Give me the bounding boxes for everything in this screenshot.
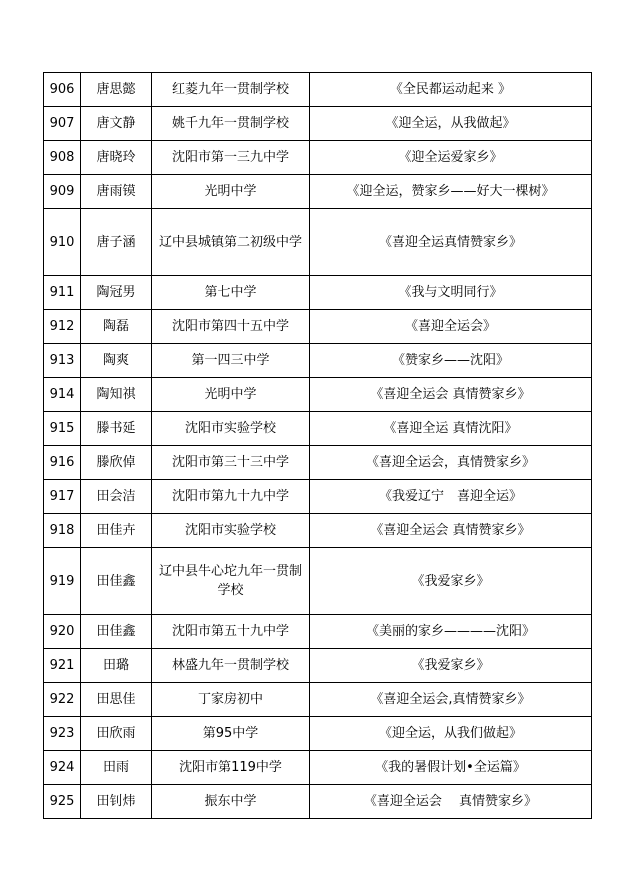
essay-title: 《喜迎全运 真情沈阳》 xyxy=(310,412,592,446)
essay-title: 《我爱家乡》 xyxy=(310,548,592,615)
entry-number: 909 xyxy=(44,175,81,209)
essay-title: 《喜迎全运会 真情赞家乡》 xyxy=(310,514,592,548)
essay-title: 《我与文明同行》 xyxy=(310,276,592,310)
entry-number: 907 xyxy=(44,107,81,141)
entry-number: 921 xyxy=(44,649,81,683)
essay-title: 《赞家乡——沈阳》 xyxy=(310,344,592,378)
table-row xyxy=(44,344,592,378)
essay-title: 《迎全运，从我们做起》 xyxy=(310,717,592,751)
table-row xyxy=(44,683,592,717)
school-name: 辽中县牛心坨九年一贯制学校 xyxy=(152,548,310,615)
student-name: 唐文静 xyxy=(81,107,152,141)
student-name: 田思佳 xyxy=(81,683,152,717)
table-row xyxy=(44,615,592,649)
student-name: 唐雨镆 xyxy=(81,175,152,209)
student-name: 滕书延 xyxy=(81,412,152,446)
essay-title: 《迎全运，从我做起》 xyxy=(310,107,592,141)
entry-number: 923 xyxy=(44,717,81,751)
entry-number: 912 xyxy=(44,310,81,344)
entry-number: 920 xyxy=(44,615,81,649)
essay-title: 《迎全运爱家乡》 xyxy=(310,141,592,175)
essay-title: 《喜迎全运会，真情赞家乡》 xyxy=(310,446,592,480)
student-name: 田钊炜 xyxy=(81,785,152,819)
table-row xyxy=(44,73,592,107)
table-row xyxy=(44,649,592,683)
entry-number: 913 xyxy=(44,344,81,378)
school-name: 沈阳市第一三九中学 xyxy=(152,141,310,175)
student-name: 田璐 xyxy=(81,649,152,683)
student-name: 陶爽 xyxy=(81,344,152,378)
school-name: 光明中学 xyxy=(152,378,310,412)
entry-number: 908 xyxy=(44,141,81,175)
school-name: 沈阳市第五十九中学 xyxy=(152,615,310,649)
entry-number: 922 xyxy=(44,683,81,717)
table-row xyxy=(44,751,592,785)
essay-title: 《喜迎全运真情赞家乡》 xyxy=(310,209,592,276)
entry-number: 915 xyxy=(44,412,81,446)
table-row xyxy=(44,107,592,141)
entry-number: 917 xyxy=(44,480,81,514)
table-row xyxy=(44,276,592,310)
school-name: 沈阳市实验学校 xyxy=(152,412,310,446)
table-row xyxy=(44,209,592,276)
entry-number: 919 xyxy=(44,548,81,615)
table-row xyxy=(44,310,592,344)
table-row xyxy=(44,480,592,514)
entry-number: 906 xyxy=(44,73,81,107)
school-name: 沈阳市第九十九中学 xyxy=(152,480,310,514)
essay-title: 《喜迎全运会 真情赞家乡》 xyxy=(310,378,592,412)
school-name: 沈阳市第三十三中学 xyxy=(152,446,310,480)
student-name: 陶知祺 xyxy=(81,378,152,412)
student-name: 唐思懿 xyxy=(81,73,152,107)
student-name: 陶冠男 xyxy=(81,276,152,310)
school-name: 辽中县城镇第二初级中学 xyxy=(152,209,310,276)
essay-title: 《美丽的家乡————沈阳》 xyxy=(310,615,592,649)
school-name: 沈阳市实验学校 xyxy=(152,514,310,548)
essay-title: 《喜迎全运会 真情赞家乡》 xyxy=(310,785,592,819)
school-name: 第95中学 xyxy=(152,717,310,751)
table-row xyxy=(44,141,592,175)
entry-number: 911 xyxy=(44,276,81,310)
student-name: 田佳卉 xyxy=(81,514,152,548)
school-name: 振东中学 xyxy=(152,785,310,819)
essay-title: 《喜迎全运会》 xyxy=(310,310,592,344)
student-name: 唐子涵 xyxy=(81,209,152,276)
table-row xyxy=(44,175,592,209)
student-name: 唐晓玲 xyxy=(81,141,152,175)
school-name: 林盛九年一贯制学校 xyxy=(152,649,310,683)
entry-sheet xyxy=(43,72,592,819)
student-name: 陶磊 xyxy=(81,310,152,344)
essay-title: 《迎全运，赞家乡——好大一棵树》 xyxy=(310,175,592,209)
essay-title: 《全民都运动起来 》 xyxy=(310,73,592,107)
table-row xyxy=(44,378,592,412)
student-name: 滕欣倬 xyxy=(81,446,152,480)
school-name: 姚千九年一贯制学校 xyxy=(152,107,310,141)
student-name: 田会洁 xyxy=(81,480,152,514)
school-name: 沈阳市第119中学 xyxy=(152,751,310,785)
table-row xyxy=(44,785,592,819)
student-name: 田佳鑫 xyxy=(81,615,152,649)
table-row xyxy=(44,446,592,480)
school-name: 丁家房初中 xyxy=(152,683,310,717)
school-name: 光明中学 xyxy=(152,175,310,209)
table-row xyxy=(44,412,592,446)
entry-number: 925 xyxy=(44,785,81,819)
table-row xyxy=(44,548,592,615)
table-row xyxy=(44,717,592,751)
entry-number: 910 xyxy=(44,209,81,276)
student-name: 田佳鑫 xyxy=(81,548,152,615)
school-name: 第一四三中学 xyxy=(152,344,310,378)
entry-number: 914 xyxy=(44,378,81,412)
essay-title: 《我的暑假计划•全运篇》 xyxy=(310,751,592,785)
school-name: 第七中学 xyxy=(152,276,310,310)
table-row xyxy=(44,514,592,548)
entry-number: 924 xyxy=(44,751,81,785)
entries-table-body xyxy=(44,73,592,819)
entries-table xyxy=(43,72,592,819)
school-name: 红菱九年一贯制学校 xyxy=(152,73,310,107)
essay-title: 《喜迎全运会,真情赞家乡》 xyxy=(310,683,592,717)
student-name: 田雨 xyxy=(81,751,152,785)
entry-number: 916 xyxy=(44,446,81,480)
essay-title: 《我爱家乡》 xyxy=(310,649,592,683)
school-name: 沈阳市第四十五中学 xyxy=(152,310,310,344)
essay-title: 《我爱辽宁 喜迎全运》 xyxy=(310,480,592,514)
entry-number: 918 xyxy=(44,514,81,548)
student-name: 田欣雨 xyxy=(81,717,152,751)
